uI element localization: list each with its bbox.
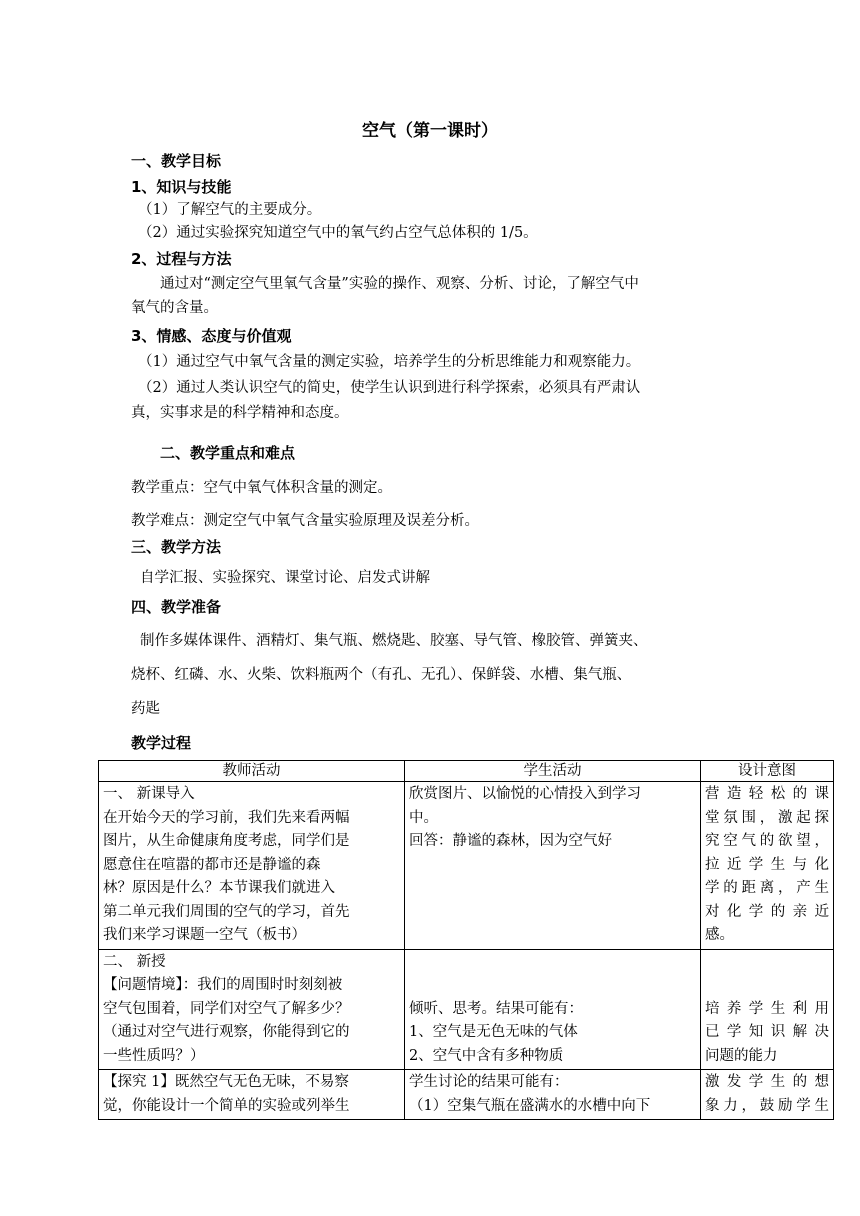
intent-cell xyxy=(701,782,834,950)
cell-line: 堂氛围，激起探 xyxy=(705,809,829,826)
cell-line: 对化学的亲近 xyxy=(705,903,829,920)
process-text-line-2: 氧气的含量。 xyxy=(131,300,218,316)
preparation-line-2: 烧杯、红磷、水、火柴、饮料瓶两个（有孔、无孔）、保鲜袋、水槽、集气瓶、 xyxy=(131,667,632,683)
cell-line: 感。 xyxy=(705,927,734,943)
cell-line: 觉，你能设计一个简单的实验或列举生 xyxy=(103,1097,350,1114)
cell-line: （通过对空气进行观察，你能得到它的 xyxy=(103,1024,350,1040)
cell-line: 营造轻松的课 xyxy=(705,786,829,802)
cell-line: 培养学生利用 xyxy=(705,1000,829,1017)
header-design-intent: 设计意图 xyxy=(701,761,834,782)
cell-line: 2、空气中含有多种物质 xyxy=(409,1047,564,1064)
attitude-item-1: （1）通过空气中氧气含量的测定实验，培养学生的分析思维能力和观察能力。 xyxy=(138,354,641,370)
cell-line: 图片，从生命健康角度考虑，同学们是 xyxy=(103,833,350,849)
knowledge-item-2: （2）通过实验探究知道空气中的氧气约占空气总体积的 1/5。 xyxy=(138,225,538,241)
cell-line: 回答：静谧的森林，因为空气好 xyxy=(409,833,612,849)
cell-line: 究空气的欲望， xyxy=(705,833,829,849)
preparation-line-1: 制作多媒体课件、酒精灯、集气瓶、燃烧匙、胶塞、导气管、橡胶管、弹簧夹、 xyxy=(140,633,648,649)
cell-line: 问题的能力 xyxy=(705,1047,778,1064)
process-text-line-1: 通过对“测定空气里氧气含量”实验的操作、观察、分析、讨论，了解空气中 xyxy=(160,276,639,292)
cell-line: 二、 新授 xyxy=(103,953,166,970)
teaching-process-table xyxy=(98,760,834,1120)
section-objectives-heading: 一、教学目标 xyxy=(131,152,222,170)
table-row xyxy=(99,1070,834,1120)
cell-line: 学生讨论的结果可能有： xyxy=(409,1074,569,1090)
teacher-cell xyxy=(99,949,405,1070)
knowledge-item-1: （1）了解空气的主要成分。 xyxy=(138,202,322,218)
header-teacher-activity: 教师活动 xyxy=(99,761,405,782)
cell-line: （1）空集气瓶在盛满水的水槽中向下 xyxy=(409,1097,651,1114)
section-preparation-heading: 四、教学准备 xyxy=(131,598,222,616)
section-methods-heading: 三、教学方法 xyxy=(131,538,222,556)
cell-line: 一、 新课导入 xyxy=(103,786,195,802)
key-point-text: 教学重点：空气中氧气体积含量的测定。 xyxy=(131,480,392,496)
cell-line: 中。 xyxy=(409,809,438,826)
intent-cell xyxy=(701,1070,834,1120)
teacher-cell xyxy=(99,782,405,950)
cell-line: 【问题情境】：我们的周围时时刻刻被 xyxy=(103,977,343,993)
intent-cell xyxy=(701,949,834,1070)
subheading-process: 2、过程与方法 xyxy=(131,250,232,268)
student-cell xyxy=(405,1070,701,1120)
attitude-item-2-line-2: 真，实事求是的科学精神和态度。 xyxy=(131,405,349,421)
cell-line: 已学知识解决 xyxy=(705,1024,829,1040)
cell-line: 欣赏图片、以愉悦的心情投入到学习 xyxy=(409,786,641,802)
cell-line: 一些性质吗？） xyxy=(103,1047,205,1064)
cell-line: 第二单元我们周围的空气的学习，首先 xyxy=(103,903,350,920)
cell-spacer xyxy=(705,951,829,998)
process-heading: 教学过程 xyxy=(131,734,192,752)
cell-line: 愿意住在喧嚣的都市还是静谧的森 xyxy=(103,856,321,873)
preparation-line-3: 药匙 xyxy=(131,701,160,717)
table-row xyxy=(99,949,834,1070)
cell-line: 空气包围着，同学们对空气了解多少？ xyxy=(103,1000,350,1017)
header-student-activity: 学生活动 xyxy=(405,761,701,782)
cell-line: 1、空气是无色无味的气体 xyxy=(409,1024,578,1040)
section-keypoints-heading: 二、教学重点和难点 xyxy=(160,444,296,462)
subheading-knowledge: 1、知识与技能 xyxy=(131,178,232,196)
teacher-cell xyxy=(99,1070,405,1120)
cell-line: 倾听、思考。结果可能有： xyxy=(409,1000,583,1017)
difficulty-text: 教学难点：测定空气中氧气含量实验原理及误差分析。 xyxy=(131,513,479,529)
cell-line: 【探究 1】既然空气无色无味，不易察 xyxy=(103,1074,349,1090)
table-row xyxy=(99,782,834,950)
cell-line: 激发学生的想 xyxy=(705,1074,829,1090)
subheading-attitude: 3、情感、态度与价值观 xyxy=(131,327,292,345)
student-cell xyxy=(405,949,701,1070)
cell-line: 拉近学生与化 xyxy=(705,856,829,873)
cell-line: 我们来学习课题一空气（板书） xyxy=(103,927,306,943)
cell-line: 在开始今天的学习前，我们先来看两幅 xyxy=(103,809,350,826)
cell-line: 象力，鼓励学生 xyxy=(705,1097,829,1114)
cell-spacer xyxy=(409,951,696,998)
attitude-item-2-line-1: （2）通过人类认识空气的简史，使学生认识到进行科学探索，必须具有严肃认 xyxy=(138,380,641,396)
cell-line: 林？原因是什么？本节课我们就进入 xyxy=(103,880,335,896)
page-title: 空气（第一课时） xyxy=(362,121,498,141)
table-header-row xyxy=(99,761,834,782)
methods-text: 自学汇报、实验探究、课堂讨论、启发式讲解 xyxy=(140,570,430,586)
student-cell xyxy=(405,782,701,950)
cell-line: 学的距离，产生 xyxy=(705,880,829,896)
